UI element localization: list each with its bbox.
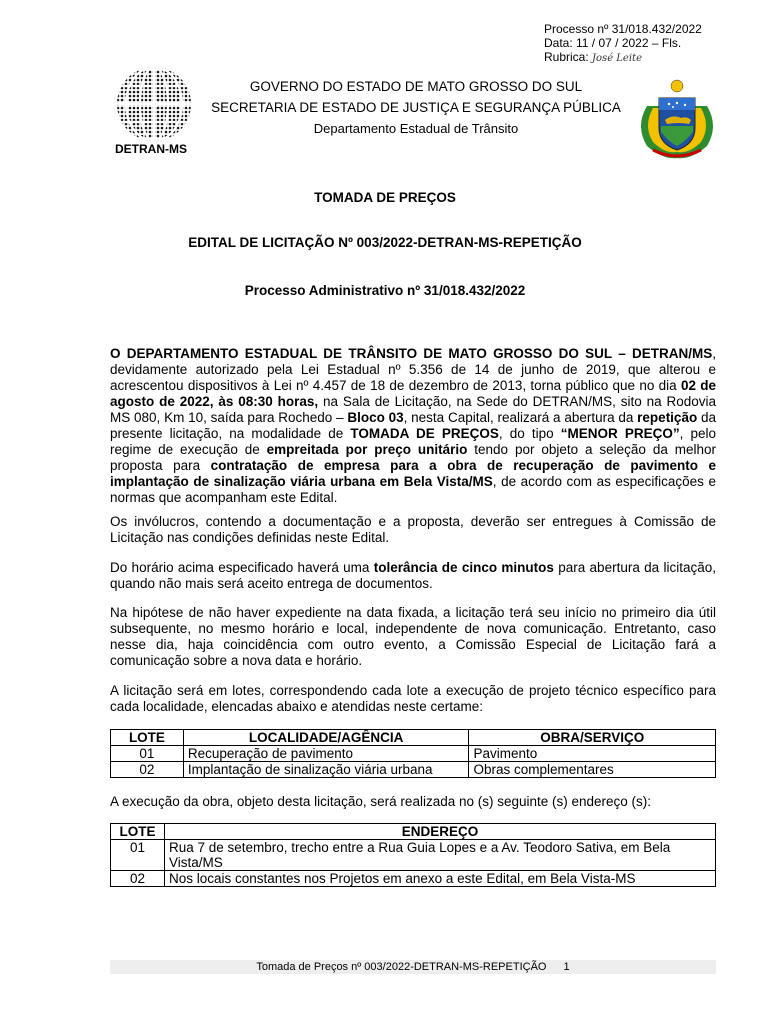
edital-title: EDITAL DE LICITAÇÃO Nº 003/2022-DETRAN-MS-REPETIÇÃO	[188, 235, 582, 250]
state-coat-of-arms-icon	[633, 76, 721, 160]
table-cell: Pavimento	[469, 746, 716, 762]
table-cell: Obras complementares	[469, 762, 716, 778]
table-row	[111, 762, 716, 778]
table-cell: Recuperação de pavimento	[183, 746, 469, 762]
agency-name: O DEPARTAMENTO ESTADUAL DE TRÂNSITO DE MATO GROSSO DO SUL – DETRAN/MS	[110, 346, 713, 361]
tolerance-phrase: tolerância de cinco minutos	[373, 560, 554, 575]
table-cell: Nos locais constantes nos Projetos em anexo a este Edital, em Bela Vista-MS	[164, 871, 715, 887]
lots-paragraph: A licitação será em lotes, correspondendo cada lote a execução de projeto técnico específico para cada localidade, elencadas abaixo e atendidas neste certame:	[110, 683, 716, 714]
p1-text-p: , de acordo com as especificações e normas que acompanham este Edital.	[110, 474, 716, 505]
table-cell: Implantação de sinalização viária urbana	[183, 762, 469, 778]
p1-text-n: tendo por objeto a seleção da melhor proposta para	[110, 442, 717, 473]
table-cell: 01	[111, 746, 184, 762]
p3-text-a: Do horário acima especificado haverá uma	[110, 560, 374, 575]
execution-regime: empreitada por preço unitário	[266, 442, 468, 457]
table-header: LOTE	[111, 730, 184, 746]
table-header: LOTE	[111, 824, 165, 840]
p1-text-j: , do tipo	[498, 426, 561, 441]
table-header: LOCALIDADE/AGÊNCIA	[183, 730, 469, 746]
envelopes-paragraph: Os invólucros, contendo a documentação e a proposta, deverão ser entregues à Comissão de Licitação nas condições definidas neste Edital.	[110, 514, 716, 545]
page-footer	[110, 960, 716, 974]
page-number: 1	[563, 961, 570, 973]
process-title: Processo Administrativo nº 31/018.432/2022	[244, 283, 526, 298]
table-cell: 02	[111, 871, 165, 887]
table-row	[111, 840, 716, 871]
p1-text-b: , devidamente autorizado pela Lei Estadual nº 5.356 de 14 de junho de 2019, que alterou e acrescentou dispositivos à Lei nº 4.457 de 18 de dezembro de 2013, torna público que no dia	[110, 346, 716, 393]
footer-text: Tomada de Preços nº 003/2022-DETRAN-MS-REPETIÇÃO	[256, 961, 547, 973]
lots-table	[110, 729, 716, 778]
opening-datetime: 02 de agosto de 2022, às 08:30 horas,	[110, 378, 716, 409]
p1-text-l: , pelo regime de execução de	[110, 426, 717, 457]
stamp-rubrica-label: Rubrica:	[544, 50, 589, 64]
stamp-signature: José Leite	[592, 53, 642, 64]
table-header-row	[111, 824, 716, 840]
header-secretariat: SECRETARIA DE ESTADO DE JUSTIÇA E SEGURANÇA PÚBLICA	[211, 100, 621, 115]
table-cell: 02	[111, 762, 184, 778]
document-type-title: TOMADA DE PREÇOS	[314, 190, 456, 205]
address-intro-paragraph: A execução da obra, objeto desta licitação, será realizada no (s) seguinte (s) endereço (s):	[110, 794, 652, 809]
p1-text-h: da presente licitação, na modalidade de	[110, 410, 716, 441]
addresses-table	[110, 823, 716, 887]
table-cell: Rua 7 de setembro, trecho entre a Rua Guia Lopes e a Av. Teodoro Sativa, em Bela Vista/MS	[164, 840, 715, 871]
table-cell: 01	[111, 840, 165, 871]
repetition-word: repetição	[637, 410, 698, 425]
holiday-paragraph: Na hipótese de não haver expediente na data fixada, a licitação terá seu início no primeiro dia útil subsequente, no mesmo horário e local, independente de nova comunicação. Entretanto, caso nesse dia, haja coincidência com outro evento, a Comissão Especial de Licitação fará a comunicação sobre a nova data e horário.	[110, 605, 716, 668]
table-header: ENDEREÇO	[164, 824, 715, 840]
stamp-date: Data: 11 / 07 / 2022 – Fls.	[544, 36, 682, 50]
tolerance-paragraph	[110, 560, 716, 592]
table-row	[111, 871, 716, 887]
stamp-process-number: Processo nº 31/018.432/2022	[544, 22, 702, 36]
header-department: Departamento Estadual de Trânsito	[313, 121, 519, 136]
header-government: GOVERNO DO ESTADO DE MATO GROSSO DO SUL	[249, 79, 583, 94]
table-row	[111, 746, 716, 762]
p1-text-f: , nesta Capital, realizará a abertura da	[403, 410, 638, 425]
p3-text-c: para abertura da licitação, quando não mais será aceito entrega de documentos.	[110, 560, 716, 591]
p1-text-d: na Sala de Licitação, na Sede do DETRAN/MS, sito na Rodovia MS 080, Km 10, saída para Rochedo –	[110, 394, 716, 425]
price-type: “MENOR PREÇO”	[560, 426, 680, 441]
stamp-rubrica	[544, 50, 702, 66]
block-number: Bloco 03	[347, 410, 404, 425]
table-header-row	[111, 730, 716, 746]
contract-object: contratação de empresa para a obra de recuperação de pavimento e implantação de sinalização viária urbana em Bela Vista/MS	[110, 458, 716, 489]
modality: TOMADA DE PREÇOS	[350, 426, 499, 441]
process-stamp	[544, 22, 702, 66]
detran-logo-label: DETRAN-MS	[115, 142, 187, 156]
table-header: OBRA/SERVIÇO	[469, 730, 716, 746]
opening-paragraph	[110, 346, 716, 506]
